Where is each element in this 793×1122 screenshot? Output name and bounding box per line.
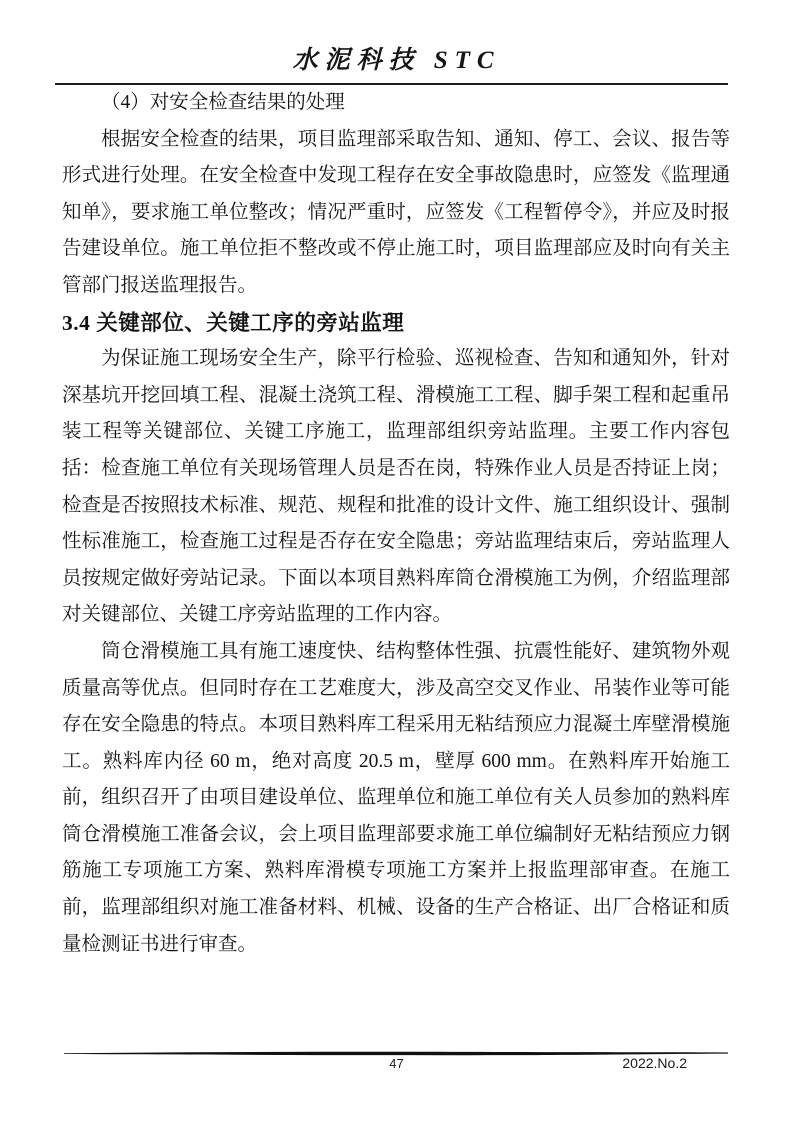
journal-title: 水泥科技 STC bbox=[292, 47, 501, 74]
issue-label: 2022.No.2 bbox=[622, 1055, 687, 1071]
paragraph-side-station-supervision: 为保证施工现场安全生产，除平行检验、巡视检查、告知和通知外，针对深基坑开挖回填工程、混凝土浇筑工程、滑模施工工程、脚手架工程和起重吊装工程等关键部位、关键工序施工，监理部组织旁站监理。主要工作内容包括：检查施工单位有关现场管理人员是否在岗，特殊作业人员是否持证上岗；检查是否按照技术标准、规范、规程和批准的设计文件、施工组织设计、强制性标准施工，检查施工过程是否存在安全隐患；旁站监理结束后，旁站监理人员按规定做好旁站记录。下面以本项目熟料库筒仓滑模施工为例，介绍监理部对关键部位、关键工序旁站监理的工作内容。 bbox=[62, 348, 730, 626]
section-heading-3-4: 3.4 关键部位、关键工序的旁站监理 bbox=[62, 310, 405, 335]
paragraph-silo-slipform: 筒仓滑模施工具有施工速度快、结构整体性强、抗震性能好、建筑物外观质量高等优点。但同时存在工艺难度大，涉及高空交叉作业、吊装作业等可能存在安全隐患的特点。本项目熟料库工程采用无粘结预应力混凝土库壁滑模施工。熟料库内径 60 m，绝对高度 20.5 m，壁厚 600 mm。在熟料库开始施工前，组织召开了由项目建设单位、监理单位和施工单位有关人员参加的熟料库筒仓滑模施工准备会议，会上项目监理部要求施工单位编制好无粘结预应力钢筋施工专项施工方案、熟料库滑模专项施工方案并上报监理部审查。在施工前，监理部组织对施工准备材料、机械、设备的生产合格证、出厂合格证和质量检测证书进行审查。 bbox=[62, 640, 730, 955]
page-number: 47 bbox=[389, 1056, 404, 1071]
paragraph-safety-check-handling: 根据安全检查的结果，项目监理部采取告知、通知、停工、会议、报告等形式进行处理。在安全检查中发现工程存在安全事故隐患时，应签发《监理通知单》，要求施工单位整改；情况严重时，应签发《工程暂停令》，并应及时报告建设单位。施工单位拒不整改或不停止施工时，项目监理部应及时向有关主管部门报送监理报告。 bbox=[62, 128, 730, 296]
sub-item-heading: （4）对安全检查结果的处理 bbox=[101, 92, 345, 113]
article-body bbox=[62, 85, 730, 963]
